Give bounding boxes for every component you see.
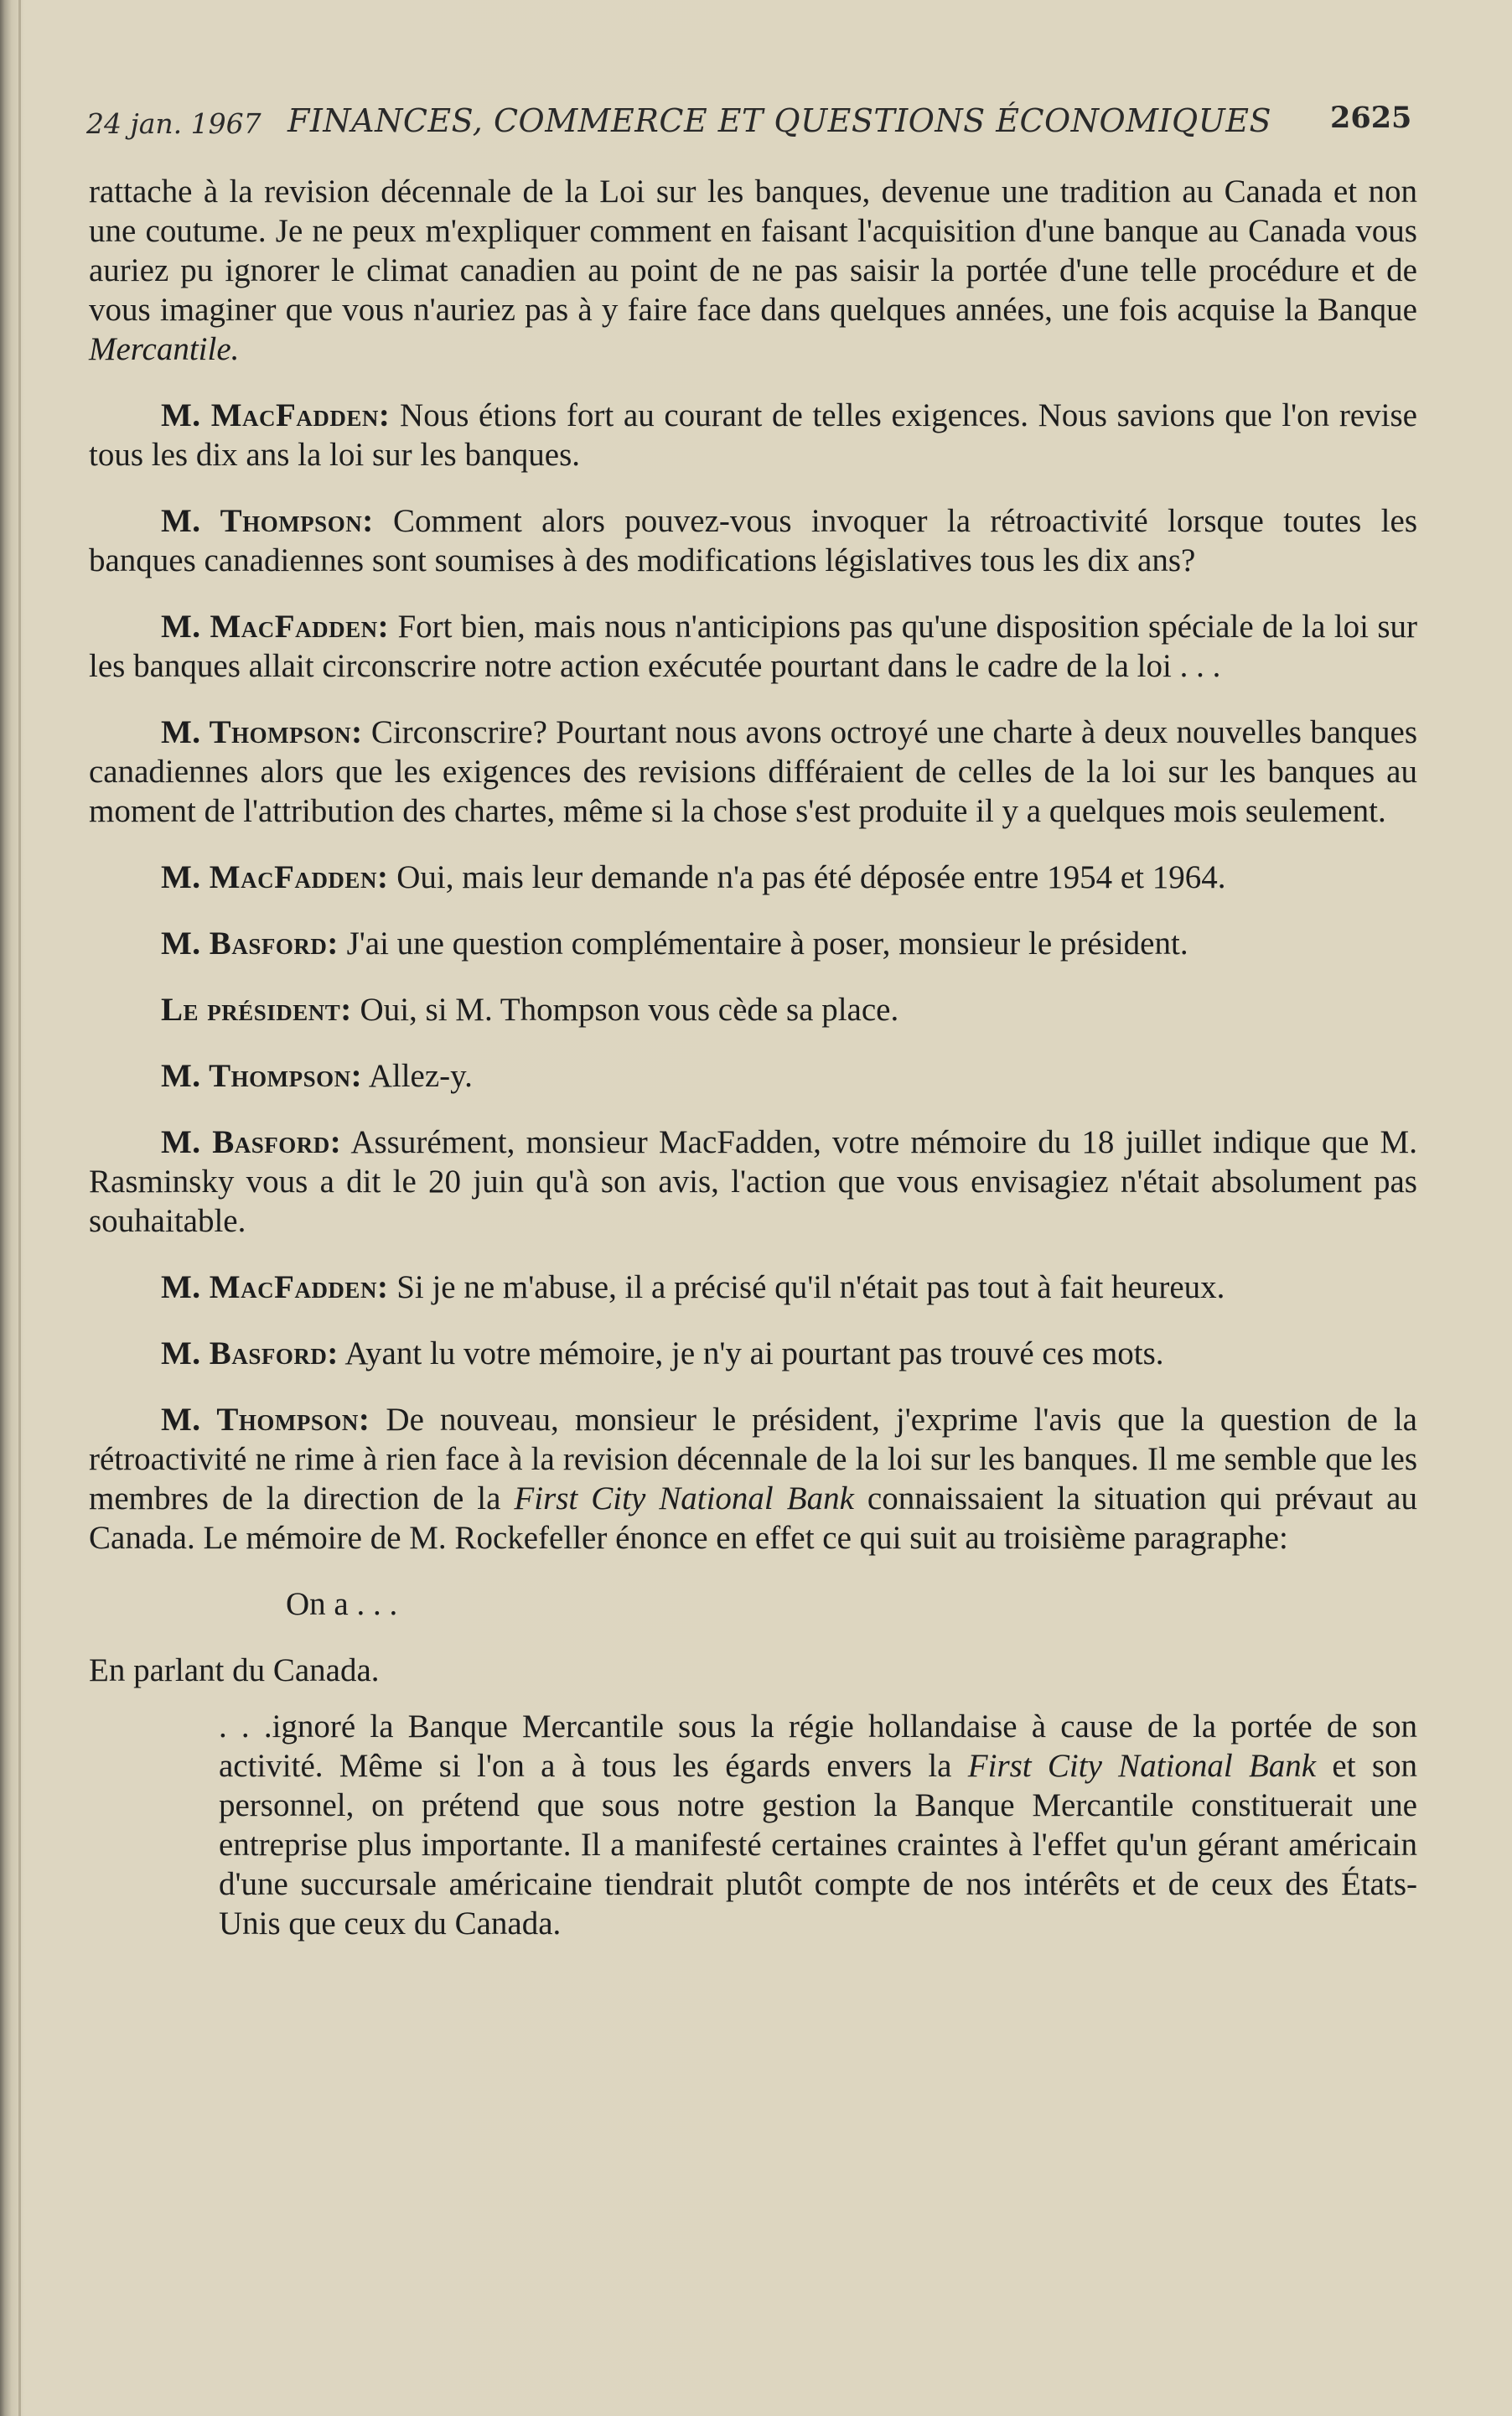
paragraph-2: M. MacFadden: Nous étions fort au courant de telles exigences. Nous savions que l'on revise tous les dix ans la loi sur les banques. — [89, 397, 1417, 473]
paragraph-6: M. MacFadden: Oui, mais leur demande n'a pas été déposée entre 1954 et 1964. — [161, 859, 1226, 895]
paragraph-7: M. Basford: J'ai une question complémentaire à poser, monsieur le président. — [161, 925, 1188, 962]
header-title: FINANCES, COMMERCE ET QUESTIONS ÉCONOMIQUES — [287, 102, 1271, 139]
paragraph-12: M. Basford: Ayant lu votre mémoire, je n'y ai pourtant pas trouvé ces mots. — [161, 1335, 1164, 1371]
page-number: 2625 — [1330, 101, 1412, 135]
paragraph-1: rattache à la revision décennale de la Loi sur les banques, devenue une tradition au Canada et non une coutume. Je ne peux m'expliquer comment en faisant l'acquisition d'une banque au Canada vous auriez pu ignorer le climat canadien au point de ne pas saisir la portée d'une telle procédure et de vous imaginer que vous n'auriez pas à y faire face dans quelques années, une fois acquise la Banque Mercantile. — [89, 174, 1417, 367]
speaker-name: M. Basford: — [161, 925, 339, 962]
paragraph-4: M. MacFadden: Fort bien, mais nous n'anticipions pas qu'une disposition spéciale de la loi sur les banques allait circonscrire notre action exécutée pourtant dans le cadre de la loi . . . — [89, 609, 1417, 684]
running-header — [0, 99, 1512, 149]
speaker-name: M. MacFadden: — [161, 859, 389, 895]
paragraph-3: M. Thompson: Comment alors pouvez-vous invoquer la rétroactivité lorsque toutes les banques canadiennes sont soumises à des modifications législatives tous les dix ans? — [89, 503, 1417, 578]
book-spine-shadow — [18, 0, 21, 2416]
speaker-name: M. Thompson: — [161, 714, 363, 750]
header-date: 24 jan. 1967 — [86, 107, 261, 140]
speaker-name: M. MacFadden: — [161, 397, 391, 433]
quote-opening: On a . . . — [286, 1586, 398, 1622]
speaker-name: M. MacFadden: — [161, 609, 390, 645]
speaker-name: M. Basford: — [161, 1335, 339, 1371]
paragraph-10: M. Basford: Assurément, monsieur MacFadden, votre mémoire du 18 juillet indique que M. Rasminsky vous a dit le 20 juin qu'à son avis, l'action que vous envisagiez n'était absolument pas souhaitable. — [89, 1124, 1417, 1239]
speaker-name: M. Thompson: — [161, 1402, 370, 1438]
speaker-name: M. Basford: — [161, 1124, 342, 1160]
paragraph-9: M. Thompson: Allez-y. — [161, 1058, 473, 1094]
body-text — [89, 172, 1417, 1943]
paragraph-5: M. Thompson: Circonscrire? Pourtant nous avons octroyé une charte à deux nouvelles banques canadiennes alors que les exigences des revisions différaient de celles de la loi sur les banques au moment de l'attribution des chartes, même si la chose s'est produite il y a quelques mois seulement. — [89, 714, 1417, 829]
paragraph-8: Le président: Oui, si M. Thompson vous cède sa place. — [161, 992, 899, 1028]
paragraph-11: M. MacFadden: Si je ne m'abuse, il a précisé qu'il n'était pas tout à fait heureux. — [161, 1269, 1225, 1305]
aside-note: En parlant du Canada. — [89, 1652, 380, 1688]
speaker-name: Le président: — [161, 992, 352, 1028]
speaker-name: M. Thompson: — [161, 503, 374, 539]
block-quote: . . .ignoré la Banque Mercantile sous la régie hollandaise à cause de la portée de son activité. Même si l'on a à tous les égards envers la First City National Bank et son personnel, on prétend que sous notre gestion la Banque Mercantile constituerait une entreprise plus importante. Il a manifesté certaines craintes à l'effet qu'un gérant américain d'une succursale américaine tiendrait plutôt compte de nos intérêts et de ceux des États-Unis que ceux du Canada. — [219, 1708, 1418, 1942]
speaker-name: M. Thompson: — [161, 1058, 363, 1094]
speaker-name: M. MacFadden: — [161, 1269, 389, 1305]
paragraph-13: M. Thompson: De nouveau, monsieur le président, j'exprime l'avis que la question de la rétroactivité ne rime à rien face à la revision décennale de la loi sur les banques. Il me semble que les membres de la direction de la First City National Bank connaissaient la situation qui prévaut au Canada. Le mémoire de M. Rockefeller énonce en effet ce qui suit au troisième paragraphe: — [89, 1402, 1417, 1556]
